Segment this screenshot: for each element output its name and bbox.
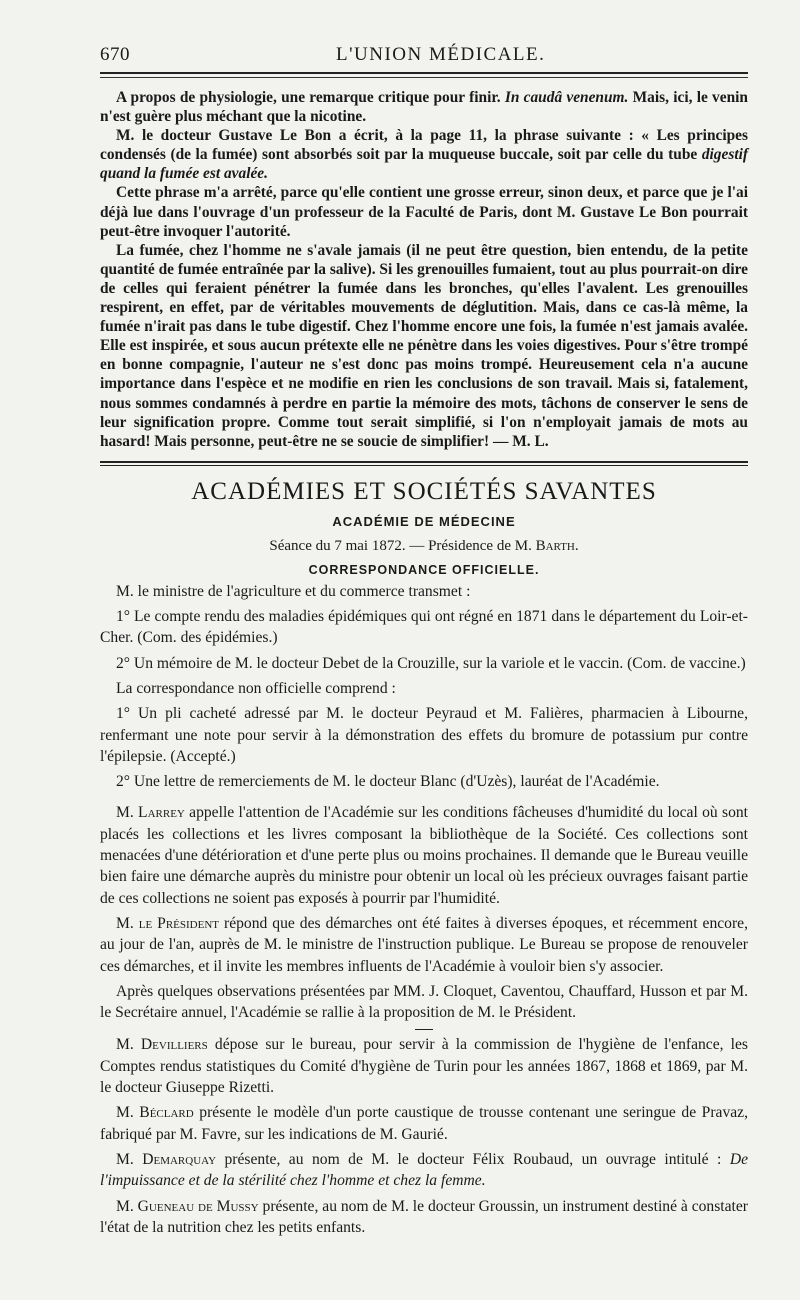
journal-title: L'UNION MÉDICALE.: [336, 44, 546, 65]
intro-p1-text: A propos de physiologie, une remarque critique pour finir.: [116, 89, 501, 106]
body-paragraph-13: [100, 1196, 748, 1239]
page-number: 670: [100, 44, 130, 65]
paragraph-text: dépose sur le bureau, pour servir à la commission de l'hygiène de l'enfance, les Comptes rendus statistiques du Comité d'hygiène de Turin pour les années 1867, 1868 et 1869, par M. le docteur Giuseppe Rizetti.: [100, 1036, 748, 1097]
body-paragraph-12: [100, 1149, 748, 1192]
section-rule-bottom: [100, 465, 748, 466]
body-paragraph-2: 1° Le compte rendu des maladies épidémiques qui ont régné en 1871 dans le département du Loir-et-Cher. (Com. des épidémies.): [100, 608, 748, 647]
header-rule: [100, 77, 748, 78]
body-paragraph-11: [100, 1102, 748, 1145]
speaker-name: M. Larrey: [116, 804, 185, 822]
speaker-name: M. Devilliers: [116, 1036, 208, 1054]
paragraph-text: présente, au nom de M. le docteur Félix Roubaud, un ouvrage intitulé :: [224, 1150, 722, 1168]
intro-paragraph-1: [100, 88, 748, 126]
body-paragraph-5: 1° Un pli cacheté adressé par M. le docteur Peyraud et M. Falières, pharmacien à Libourne, renfermant une note pour servir à la démonstration des effets du bromure de potassium pur contre l'épilepsie. (Accepté.): [100, 705, 748, 765]
separator-rule: [415, 1029, 433, 1030]
paragraph-text: présente, au nom de M. le docteur Groussin, un instrument destiné à constater l'état de la nutrition chez les petits enfants.: [100, 1197, 748, 1236]
body-paragraph-8: [100, 913, 748, 977]
meeting-date: Séance du 7 mai 1872. — Présidence de: [269, 537, 511, 554]
intro-paragraph-2: [100, 126, 748, 183]
speaker-name: M. Gueneau de Mussy: [116, 1197, 259, 1215]
running-head: [100, 44, 748, 74]
body-paragraph-6: 2° Une lettre de remerciements de M. le docteur Blanc (d'Uzès), lauréat de l'Académie.: [116, 773, 660, 791]
intro-text: [100, 88, 748, 451]
speaker-name: M. Béclard: [116, 1104, 194, 1122]
meeting-line: [100, 538, 748, 555]
intro-p1-text-end: Mais, ici, le venin n'est guère plus méchant que la nicotine.: [100, 89, 748, 126]
academy-subtitle: ACADÉMIE DE MÉDECINE: [332, 513, 516, 529]
intro-p1-italic: In caudâ venenum.: [504, 89, 629, 106]
speaker-name: M. le Président: [116, 914, 220, 932]
body-paragraph-9: Après quelques observations présentées par MM. J. Cloquet, Caventou, Chauffard, Husson et par M. le Secrétaire annuel, l'Académie se rallie à la proposition de M. le Président.: [100, 982, 748, 1022]
correspondence-title: CORRESPONDANCE OFFICIELLE.: [308, 562, 540, 577]
intro-p2-text: M. le docteur Gustave Le Bon a écrit, à la page 11, la phrase suivante : « Les principes condensés (de la fumée) sont absorbés soit par la muqueuse buccale, soit par celle du tube: [100, 127, 748, 164]
section-title: ACADÉMIES ET SOCIÉTÉS SAVANTES: [191, 477, 657, 505]
meeting-president: M. Barth.: [514, 537, 579, 554]
body-paragraph-4: La correspondance non officielle comprend :: [116, 679, 396, 697]
paragraph-text: présente le modèle d'un porte caustique de trousse contenant une seringue de Pravaz, fabriqué par M. Favre, sur les indications de M. Gaurié.: [100, 1104, 748, 1143]
body-paragraph-1: M. le ministre de l'agriculture et du commerce transmet :: [116, 582, 471, 600]
speaker-name: M. Demarquay: [116, 1150, 217, 1168]
body-paragraph-3: 2° Un mémoire de M. le docteur Debet de la Crouzille, sur la variole et le vaccin. (Com. de vaccine.): [116, 654, 746, 672]
body-paragraph-10: [100, 1034, 748, 1098]
section-rule-top: [100, 461, 748, 463]
paragraph-text: appelle l'attention de l'Académie sur les conditions fâcheuses d'humidité du local où sont placés les collections et les livres composant la bibliothèque de la Société. Ces collections sont menacées d'une détérioration et d'une perte plus ou moins prochaines. Il demande que le Bureau veuille bien faire une démarche auprès du ministre pour obtenir un local où les précieux ouvrages faisant partie de ces collections ne soient pas exposés à pourrir par l'humidité.: [100, 804, 748, 907]
body-paragraph-7: [100, 802, 748, 908]
paragraph-text: répond que des démarches ont été faites à diverses époques, et récemment encore, au jour de l'an, auprès de M. le ministre de l'instruction publique. Le Bureau se propose de renouveler ces démarches, et il invite les membres influents de l'Académie à vouloir bien s'y associer.: [100, 914, 748, 975]
intro-paragraph-3: Cette phrase m'a arrêté, parce qu'elle contient une grosse erreur, sinon deux, et parce que je l'ai déjà lue dans l'ouvrage d'un professeur de la Faculté de Paris, dont M. Gustave Le Bon pourrait peut-être invoquer l'autorité.: [100, 184, 748, 240]
intro-p2-italic: digestif quand la fumée est avalée.: [100, 146, 748, 183]
book-title: De l'impuissance et de la stérilité chez l'homme et chez la femme.: [100, 1150, 748, 1190]
body-text: [100, 581, 748, 1238]
intro-paragraph-4: La fumée, chez l'homme ne s'avale jamais (il ne peut être question, bien entendu, de la petite quantité de fumée entraînée par la salive). Si les grenouilles fumaient, tout au plus pourrait-on dire de celles qui feraient pénétrer la fumée dans les bronches, qu'elles l'avalent. Les grenouilles respirent, en effet, par de véritables mouvements de déglutition. Mais, dans ce cas-là même, la fumée n'irait pas dans le tube digestif. Chez l'homme encore une fois, la fumée n'est jamais avalée. Elle est inspirée, et sous aucun prétexte elle ne pénètre dans les voies digestives. Pour s'être trompé en bonne compagnie, l'auteur ne s'est donc pas moins trompé. Heureusement cela n'a aucune importance dans l'espèce et ne modifie en rien les conclusions de son travail. Mais si, fatalement, nous sommes condamnés à perdre en partie la mémoire des mots, tâchons de conserver le sens de leur signification propre. Comme tout serait simplifié, si l'on n'employait jamais de mots au hasard! Mais personne, peut-être ne se soucie de simplifier! — M. L.: [100, 241, 748, 450]
